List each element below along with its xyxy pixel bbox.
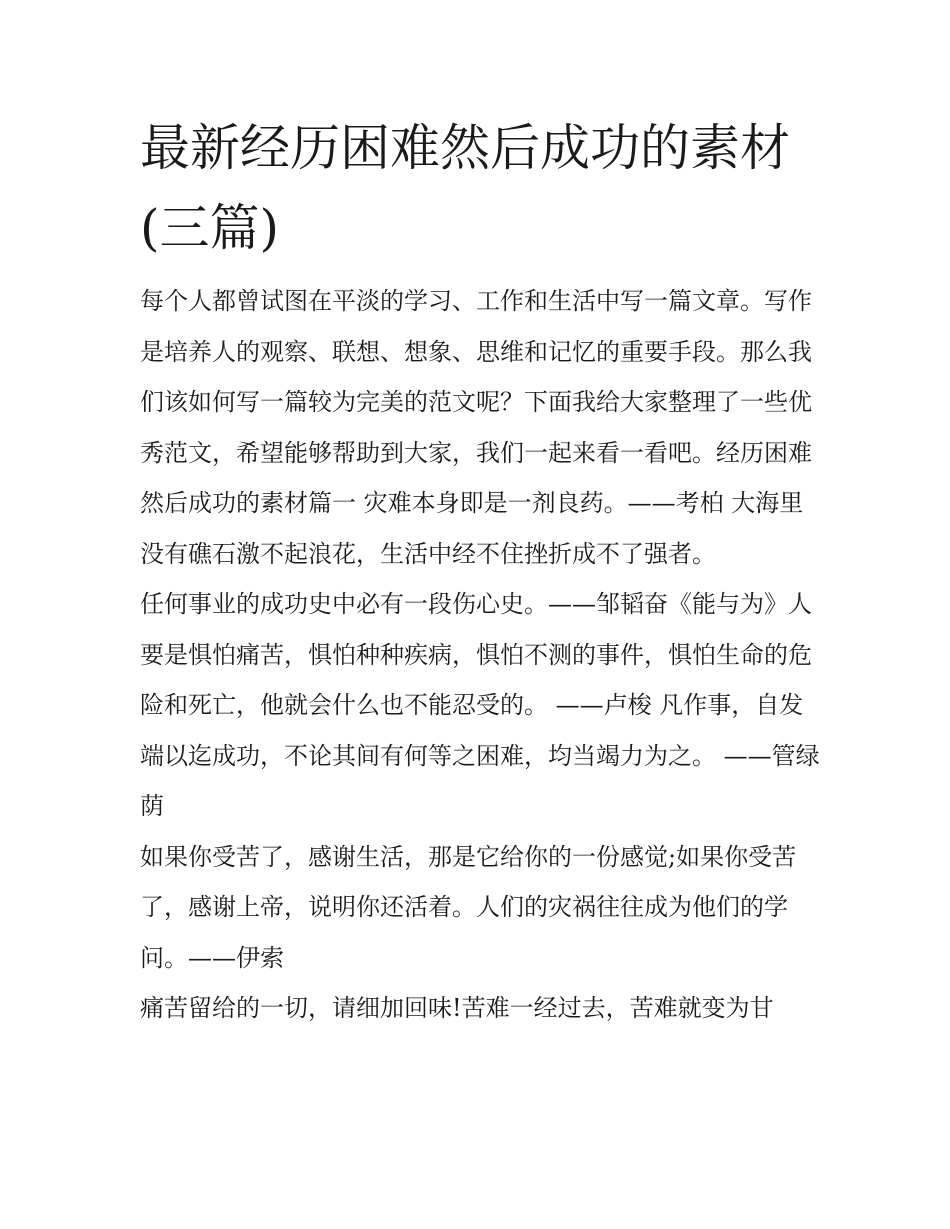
document-body [140,276,820,1034]
paragraph-intro: 每个人都曾试图在平淡的学习、工作和生活中写一篇文章。写作是培养人的观察、联想、想象、思维和记忆的重要手段。那么我们该如何写一篇较为完美的范文呢？下面我给大家整理了一些优秀范文，希望能够帮助到大家，我们一起来看一看吧。经历困难然后成功的素材篇一 灾难本身即是一剂良药。——考柏 大海里没有礁石激不起浪花，生活中经不住挫折成不了强者。 [140,287,812,568]
paragraph-quotes-1: 任何事业的成功史中必有一段伤心史。——邹韬奋《能与为》人要是惧怕痛苦，惧怕种种疾病，惧怕不测的事件，惧怕生命的危险和死亡，他就会什么也不能忍受的。 ——卢梭 凡作事，自发端以迄成功，不论其间有何等之困难，均当竭力为之。 ——管绿荫 [140,590,820,820]
paragraph-quotes-2: 如果你受苦了，感谢生活，那是它给你的一份感觉;如果你受苦了，感谢上帝，说明你还活着。人们的灾祸往往成为他们的学问。——伊索 [140,842,797,972]
paragraph-quotes-3: 痛苦留给的一切，请细加回味!苦难一经过去，苦难就变为甘 [140,994,774,1022]
document-title: 最新经历困难然后成功的素材(三篇) [140,119,790,257]
